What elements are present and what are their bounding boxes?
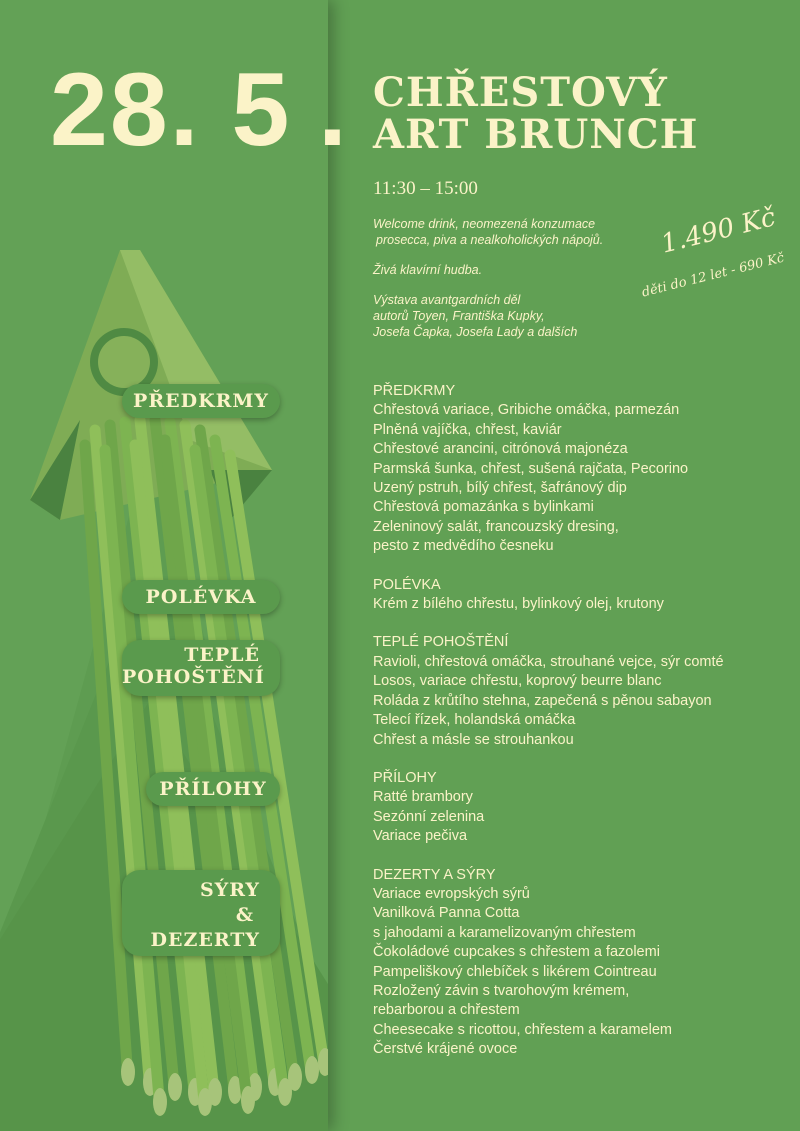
pill-teple-line2: POHOŠTĚNÍ [122, 666, 265, 688]
event-date [50, 52, 292, 168]
event-info [373, 216, 653, 354]
pill-teple-line1: TEPLÉ [184, 644, 260, 666]
menu-item: Sezónní zelenina [373, 808, 485, 825]
menu-item: Vanilková Panna Cotta [373, 905, 520, 922]
asparagus-tip [121, 1058, 135, 1086]
date-dot [318, 52, 349, 168]
rocket-window-inner [98, 336, 150, 388]
menu-item: Parmská šunka, chřest, sušená rajčata, Pecorino [373, 460, 689, 477]
pill-prilohy-label: PŘÍLOHY [159, 778, 267, 800]
section-title: TEPLÉ POHOŠTĚNÍ [373, 634, 509, 651]
pill-polevka-label: POLÉVKA [145, 586, 257, 608]
menu-section-dezerty [373, 866, 793, 1060]
menu-item: Rozložený závin s tvarohovým krémem, [373, 982, 630, 999]
menu-item: Zeleninový salát, francouzský dresing, [373, 518, 619, 535]
pill-syry-dezerty [122, 870, 280, 956]
menu-item: Pampeliškový chlebíček s likérem Cointreau [373, 963, 657, 980]
title-line1: CHŘESTOVÝ [373, 69, 668, 116]
menu-item: Chřestová variace, Gribiche omáčka, parmezán [373, 402, 680, 419]
menu-section-teple [373, 633, 793, 749]
menu-item: Čerstvé krájené ovoce [373, 1041, 518, 1058]
section-title: PŘEDKRMY [373, 383, 456, 399]
menu-section-prilohy [373, 769, 793, 847]
menu-item: Plněná vajíčka, chřest, kaviár [373, 421, 562, 438]
menu-item: Variace pečiva [373, 828, 468, 845]
pill-prilohy [146, 772, 280, 806]
art-panel [0, 0, 328, 1131]
section-title: POLÉVKA [373, 576, 441, 593]
menu-item: Ravioli, chřestová omáčka, strouhané vejce, sýr comté [373, 653, 724, 670]
section-title: DEZERTY A SÝRY [373, 866, 496, 883]
asparagus-tip [198, 1088, 212, 1116]
title-line2: ART BRUNCH [373, 111, 699, 158]
pill-predkrmy [122, 384, 280, 418]
menu-item: Chřestové arancini, citrónová majonéza [373, 441, 628, 458]
pill-predkrmy-label: PŘEDKRMY [133, 390, 269, 412]
menu-item: s jahodami a karamelizovaným chřestem [373, 924, 636, 941]
asparagus-tip [241, 1086, 255, 1114]
pill-syry-line2: & [235, 904, 254, 926]
menu-item: Uzený pstruh, bílý chřest, šafránový dip [373, 480, 627, 497]
menu-item: Čokoládové cupcakes s chřestem a fazolemi [373, 944, 660, 961]
event-time: 11:30 – 15:00 [373, 178, 478, 199]
event-title [373, 69, 699, 158]
pill-syry-line3: DEZERTY [150, 929, 260, 951]
menu-list [373, 382, 793, 1079]
menu-item: Telecí řízek, holandská omáčka [373, 712, 576, 729]
asparagus-tip [153, 1088, 167, 1116]
price-kids: děti do 12 let - 690 Kč [640, 250, 786, 301]
menu-item: pesto z medvědího česneku [373, 538, 554, 555]
rocket-asparagus-illustration [0, 0, 328, 1131]
exhibition-line1: Výstava avantgardních děl [373, 293, 521, 307]
section-title: PŘÍLOHY [373, 769, 437, 786]
menu-item: Variace evropských sýrů [373, 885, 530, 902]
pill-teple [122, 640, 280, 696]
menu-item: Krém z bílého chřestu, bylinkový olej, krutony [373, 596, 664, 613]
menu-section-polevka [373, 576, 793, 615]
drinks-line2: prosecca, piva a nealkoholických nápojů. [376, 233, 604, 247]
menu-item: Roláda z krůtího stehna, zapečená s pěnou sabayon [373, 692, 712, 709]
menu-section-predkrmy [373, 382, 793, 557]
music-info: Živá klavírní hudba. [373, 263, 483, 277]
asparagus-tip [278, 1078, 292, 1106]
menu-item: rebarborou a chřestem [373, 1002, 520, 1019]
menu-item: Losos, variace chřestu, koprový beurre blanc [373, 673, 662, 690]
drinks-line1: Welcome drink, neomezená konzumace [373, 217, 596, 231]
menu-item: Ratté brambory [373, 789, 473, 806]
asparagus-tip [305, 1056, 319, 1084]
exhibition-line3: Josefa Čapka, Josefa Lady a dalších [373, 325, 578, 339]
exhibition-info [373, 292, 653, 340]
exhibition-line2: autorů Toyen, Františka Kupky, [373, 309, 545, 323]
menu-item: Chřest a másle se strouhankou [373, 731, 574, 748]
date-dot-text: . [318, 52, 349, 168]
menu-item: Chřestová pomazánka s bylinkami [373, 499, 594, 516]
pill-syry-line1: SÝRY [199, 879, 260, 901]
drinks-info [373, 216, 653, 248]
asparagus-tip [168, 1073, 182, 1101]
pill-polevka [122, 580, 280, 614]
menu-item: Cheesecake s ricottou, chřestem a karamelem [373, 1021, 672, 1038]
date-text: 28. 5 [50, 52, 292, 168]
price-adult: 1.490 Kč [658, 202, 779, 260]
